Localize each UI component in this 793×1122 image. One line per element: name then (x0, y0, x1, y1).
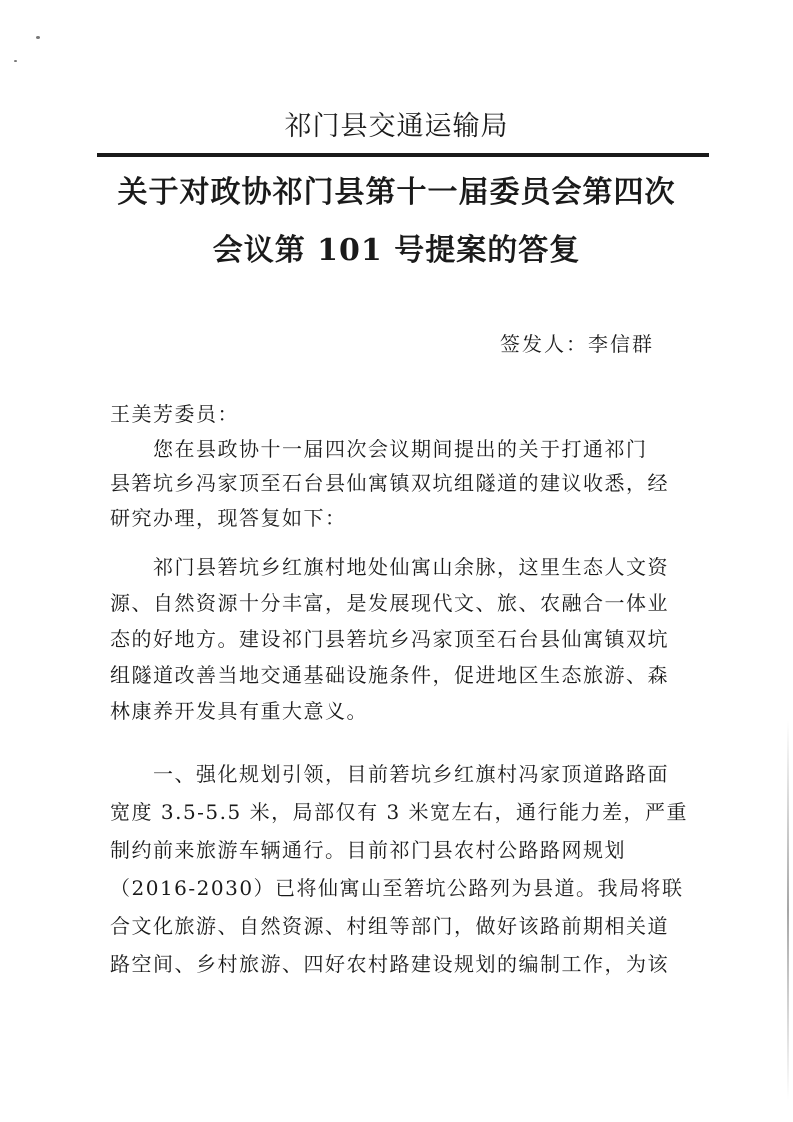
header-rule (97, 153, 709, 157)
paragraph-line: 源、自然资源十分丰富，是发展现代文、旅、农融合一体业 (110, 591, 669, 615)
scan-edge-shadow (787, 720, 789, 1100)
paragraph-line: 研究办理，现答复如下： (110, 506, 347, 530)
paragraph-line: 祁门县箬坑乡红旗村地处仙寓山余脉，这里生态人文资 (110, 555, 669, 579)
signer: 签发人：李信群 (500, 332, 654, 356)
salutation: 王美芳委员： (110, 402, 239, 426)
paragraph-line: 组隧道改善当地交通基础设施条件，促进地区生态旅游、森 (110, 663, 669, 687)
paragraph-line: 宽度 3.5-5.5 米，局部仅有 3 米宽左右，通行能力差，严重 (110, 800, 689, 824)
agency-name: 祁门县交通运输局 (284, 111, 509, 142)
paragraph-line: 态的好地方。建设祁门县箬坑乡冯家顶至石台县仙寓镇双坑 (110, 627, 669, 651)
paragraph-line: 林康养开发具有重大意义。 (110, 699, 368, 723)
paragraph-line: 县箬坑乡冯家顶至石台县仙寓镇双坑组隧道的建议收悉，经 (110, 471, 669, 495)
document-title-line-1: 关于对政协祁门县第十一届委员会第四次 (117, 175, 676, 210)
paragraph-line: 制约前来旅游车辆通行。目前祁门县农村公路路网规划 (110, 838, 626, 862)
paragraph-line: 您在县政协十一届四次会议期间提出的关于打通祁门 (110, 437, 648, 461)
paragraph-line: 合文化旅游、自然资源、村组等部门，做好该路前期相关道 (110, 914, 669, 938)
paragraph-line: 路空间、乡村旅游、四好农村路建设规划的编制工作，为该 (110, 952, 669, 976)
paragraph-line: 一、强化规划引领，目前箬坑乡红旗村冯家顶道路路面 (110, 762, 669, 786)
scan-speck (36, 36, 40, 39)
paragraph-line: （2016-2030）已将仙寓山至箬坑公路列为县道。我局将联 (110, 876, 684, 900)
document-title-line-2: 会议第 101 号提案的答复 (212, 233, 581, 268)
scan-speck (14, 60, 17, 62)
